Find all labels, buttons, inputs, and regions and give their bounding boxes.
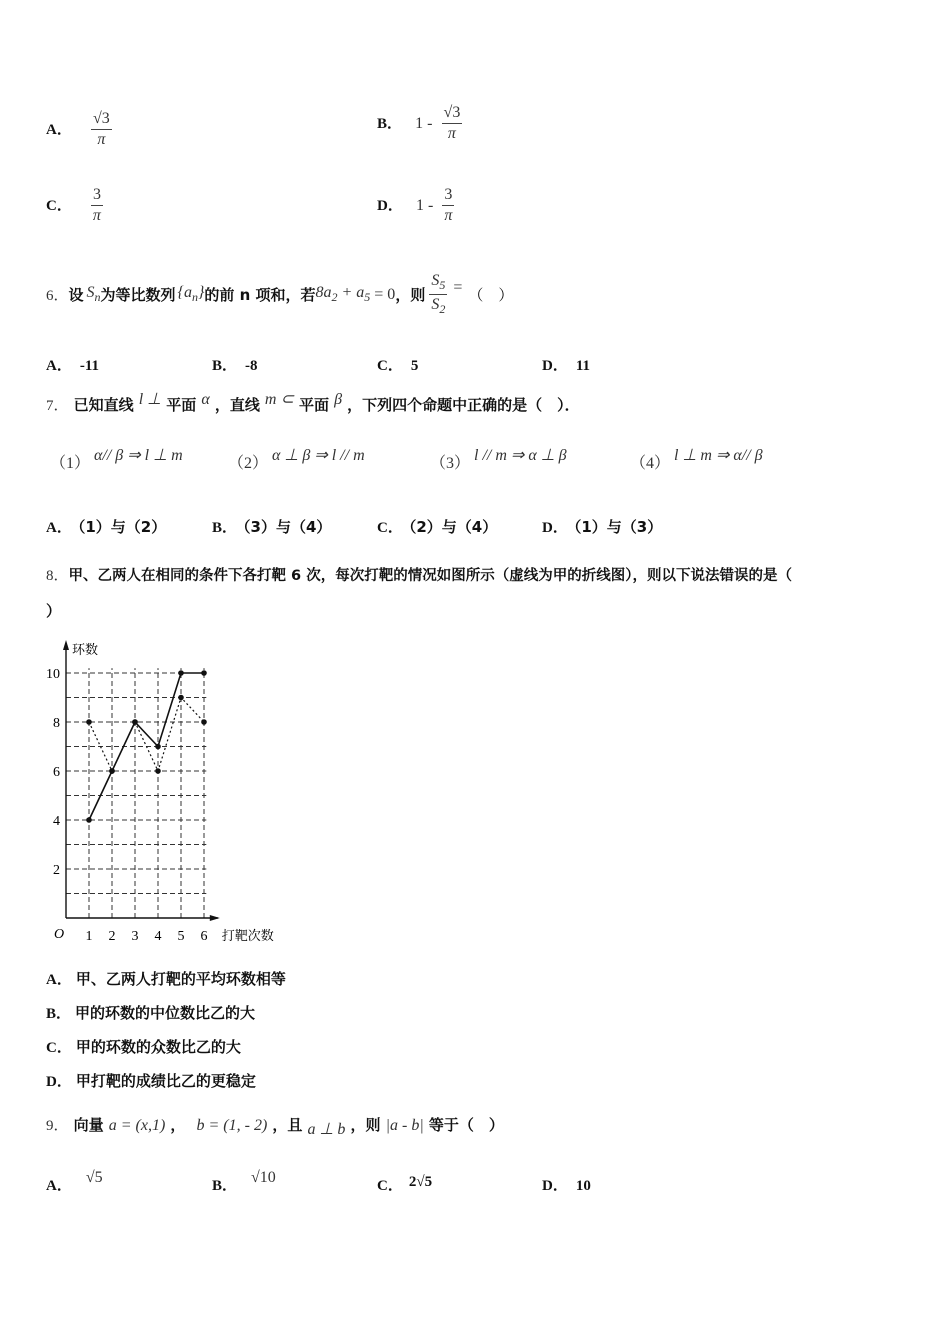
question-number: 6． xyxy=(46,288,69,305)
q5-option-c[interactable] xyxy=(46,186,103,225)
q9-option-c[interactable]: C． 2√5 xyxy=(377,1174,433,1194)
q7-stem: 7． 已知直线 l ⊥ 平面 α ，直线 m ⊂ 平面 β ，下列四个命题中正确的是（ ）． xyxy=(46,391,580,414)
question-number: 8． xyxy=(46,568,69,584)
x-tick-label: 5 xyxy=(177,929,185,944)
chart-axes xyxy=(63,640,220,921)
data-point xyxy=(178,670,184,676)
chart-ylabel: 环数 xyxy=(72,643,99,658)
x-axis-arrow xyxy=(210,915,220,921)
y-tick-label: 2 xyxy=(53,863,60,878)
q6-option-d[interactable]: D． 11 xyxy=(542,358,591,374)
q8-option-d[interactable]: D． 甲打靶的成绩比乙的更稳定 xyxy=(46,1072,256,1090)
data-point xyxy=(86,719,92,725)
data-point xyxy=(201,670,207,676)
fraction: $\frac{3}{\pi}$ xyxy=(92,186,101,224)
fraction: $\frac{√3}{\pi}$ xyxy=(92,110,110,148)
q8-option-a[interactable]: A． 甲、乙两人打靶的平均环数相等 xyxy=(46,970,286,988)
option-label: C． xyxy=(46,198,72,214)
q7-option-b[interactable]: B． （3）与（4） xyxy=(212,518,332,536)
q5-option-a[interactable] xyxy=(46,110,112,149)
chart-origin-label: O xyxy=(54,927,65,942)
q8-option-c[interactable]: C． 甲的环数的众数比乙的大 xyxy=(46,1038,241,1056)
q9-stem: 9． 向量 a = (x,1) ， b = (1, - 2) ，且 a ⊥ b ，则 |a - b| 等于（ ） xyxy=(46,1116,504,1138)
x-tick-label: 6 xyxy=(200,929,208,944)
chart-ticks xyxy=(46,667,208,944)
y-tick-label: 10 xyxy=(46,667,60,682)
q6-option-a[interactable]: A． -11 xyxy=(46,358,100,374)
x-tick-label: 1 xyxy=(85,929,93,944)
q7-option-c[interactable]: C． （2）与（4） xyxy=(377,518,498,536)
q8-line-chart xyxy=(40,636,290,956)
q7-option-a[interactable]: A． （1）与（2） xyxy=(46,518,167,536)
fraction: $\frac{S_5}{S_2}$ xyxy=(431,272,446,317)
fraction: $\frac{3}{\pi}$ xyxy=(444,186,453,224)
data-point xyxy=(132,719,138,725)
x-tick-label: 2 xyxy=(108,929,116,944)
q7-prop-2: （2） α ⊥ β ⇒ l // m xyxy=(228,447,365,472)
option-label: B． xyxy=(377,116,403,132)
fraction: $\frac{√3}{\pi}$ xyxy=(443,104,461,142)
question-number: 7． xyxy=(46,398,69,414)
q5-option-d[interactable]: D． 1 - $\frac{3}{\pi}$ xyxy=(377,186,453,224)
data-point xyxy=(86,817,92,823)
y-tick-label: 4 xyxy=(53,814,60,829)
x-tick-label: 3 xyxy=(131,929,139,944)
q7-prop-3: （3） l // m ⇒ α ⊥ β xyxy=(430,447,567,472)
q8-stem: 8．甲、乙两人在相同的条件下各打靶 6 次，每次打靶的情况如图所示（虚线为甲的折线图），则以下说法错误的是（ xyxy=(46,568,792,584)
y-tick-label: 8 xyxy=(53,716,60,731)
chart-grid xyxy=(66,668,206,918)
q7-prop-1: （1） α// β ⇒ l ⊥ m xyxy=(50,447,183,472)
q6-stem: 6． 设 $S_n$ 为等比数列 $\{a_n\}$ 的前 n 项和，若 $8a_2$ + $a_5$ = 0 ，则 $\frac{S_5}{S_2}$ = （ ） xyxy=(46,272,514,317)
data-point xyxy=(201,719,207,725)
data-point xyxy=(155,744,161,750)
option-label: D． xyxy=(377,198,403,214)
q6-option-b[interactable]: B． -8 xyxy=(212,358,258,374)
q7-option-d[interactable]: D． （1）与（3） xyxy=(542,518,663,536)
q8-stem-line2: ） xyxy=(46,602,62,620)
data-point xyxy=(178,695,184,701)
data-point xyxy=(155,768,161,774)
q6-option-c[interactable]: C． 5 xyxy=(377,358,419,374)
option-label: A． xyxy=(46,122,72,138)
data-point xyxy=(109,768,115,774)
q8-option-b[interactable]: B． 甲的环数的中位数比乙的大 xyxy=(46,1004,256,1022)
y-axis-arrow xyxy=(63,640,69,650)
question-number: 9． xyxy=(46,1118,69,1134)
q5-option-b[interactable]: B． 1 - $\frac{√3}{\pi}$ xyxy=(377,104,461,142)
y-tick-label: 6 xyxy=(53,765,60,780)
chart-xlabel: 打靶次数 xyxy=(221,929,274,944)
q9-option-d[interactable]: D． 10 xyxy=(542,1178,591,1194)
q9-option-a[interactable]: A． √5 xyxy=(46,1169,103,1194)
x-tick-label: 4 xyxy=(154,929,162,944)
q7-prop-4: （4） l ⊥ m ⇒ α// β xyxy=(630,447,763,472)
q9-option-b[interactable]: B． √10 xyxy=(212,1169,276,1194)
